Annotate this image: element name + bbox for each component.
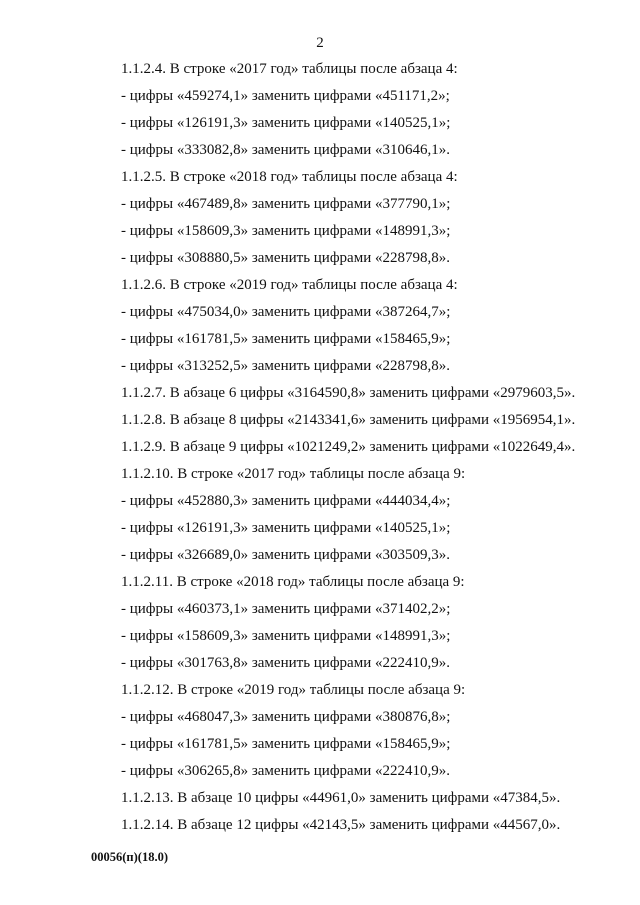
text-line: - цифры «475034,0» заменить цифрами «387264,7»; — [121, 304, 451, 320]
text-line: - цифры «161781,5» заменить цифрами «158465,9»; — [121, 331, 451, 347]
text-line: 1.1.2.8. В абзаце 8 цифры «2143341,6» заменить цифрами «1956954,1». — [121, 412, 576, 428]
text-line: - цифры «452880,3» заменить цифрами «444034,4»; — [121, 493, 451, 509]
text-line: 1.1.2.9. В абзаце 9 цифры «1021249,2» заменить цифрами «1022649,4». — [121, 439, 576, 455]
text-line: 1.1.2.13. В абзаце 10 цифры «44961,0» заменить цифрами «47384,5». — [121, 790, 561, 806]
text-line: 1.1.2.7. В абзаце 6 цифры «3164590,8» заменить цифрами «2979603,5». — [121, 385, 576, 401]
text-line: - цифры «306265,8» заменить цифрами «222410,9». — [121, 763, 450, 779]
page-number: 2 — [316, 35, 324, 51]
text-line: - цифры «301763,8» заменить цифрами «222410,9». — [121, 655, 450, 671]
text-line: 1.1.2.4. В строке «2017 год» таблицы после абзаца 4: — [121, 61, 458, 77]
text-line: - цифры «308880,5» заменить цифрами «228798,8». — [121, 250, 450, 266]
text-line: 1.1.2.14. В абзаце 12 цифры «42143,5» заменить цифрами «44567,0». — [121, 817, 561, 833]
text-line: - цифры «126191,3» заменить цифрами «140525,1»; — [121, 520, 451, 536]
text-line: - цифры «158609,3» заменить цифрами «148991,3»; — [121, 223, 451, 239]
text-line: - цифры «460373,1» заменить цифрами «371402,2»; — [121, 601, 451, 617]
text-line: - цифры «467489,8» заменить цифрами «377790,1»; — [121, 196, 451, 212]
text-line: - цифры «126191,3» заменить цифрами «140525,1»; — [121, 115, 451, 131]
text-line: - цифры «326689,0» заменить цифрами «303509,3». — [121, 547, 450, 563]
text-line: - цифры «313252,5» заменить цифрами «228798,8». — [121, 358, 450, 374]
text-line: 1.1.2.6. В строке «2019 год» таблицы после абзаца 4: — [121, 277, 458, 293]
text-line: - цифры «158609,3» заменить цифрами «148991,3»; — [121, 628, 451, 644]
document-code: 00056(п)(18.0) — [91, 850, 168, 864]
text-line: - цифры «161781,5» заменить цифрами «158465,9»; — [121, 736, 451, 752]
text-line: 1.1.2.10. В строке «2017 год» таблицы после абзаца 9: — [121, 466, 466, 482]
text-line: 1.1.2.11. В строке «2018 год» таблицы после абзаца 9: — [121, 574, 465, 590]
text-line: - цифры «459274,1» заменить цифрами «451171,2»; — [121, 88, 450, 104]
text-line: - цифры «333082,8» заменить цифрами «310646,1». — [121, 142, 450, 158]
text-line: 1.1.2.5. В строке «2018 год» таблицы после абзаца 4: — [121, 169, 458, 185]
text-line: 1.1.2.12. В строке «2019 год» таблицы после абзаца 9: — [121, 682, 466, 698]
text-line: - цифры «468047,3» заменить цифрами «380876,8»; — [121, 709, 451, 725]
